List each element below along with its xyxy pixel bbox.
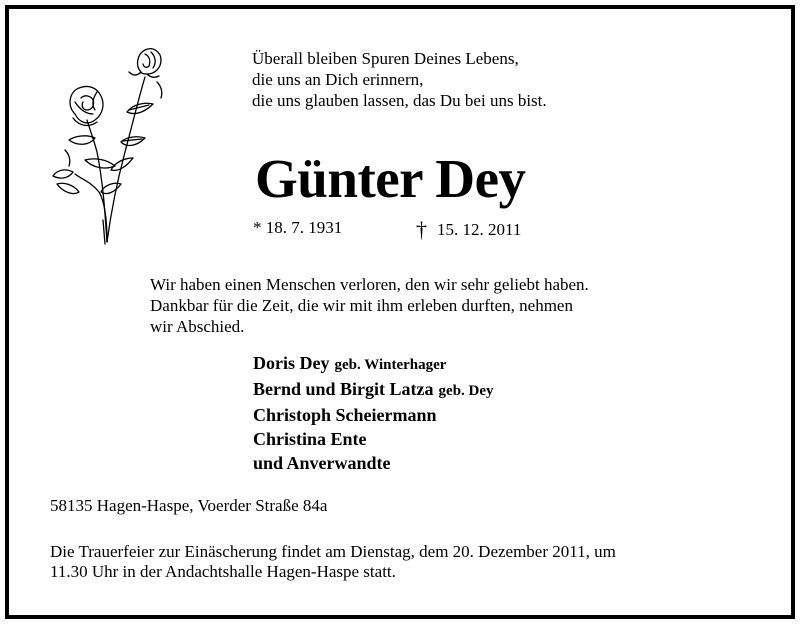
intro-line: Dankbar für die Zeit, die wir mit ihm erleben durften, nehmen	[150, 296, 573, 315]
mourners-list	[253, 351, 494, 475]
ceremony-line: Die Trauerfeier zur Einäscherung findet am Dienstag, dem 20. Dezember 2011, um	[50, 542, 616, 561]
mourner	[253, 427, 494, 451]
life-dates	[253, 214, 522, 242]
mourner-note: geb. Dey	[438, 383, 494, 399]
mourner-name: Christoph Scheiermann	[253, 405, 437, 425]
intro-line: wir Abschied.	[150, 317, 245, 336]
mourner	[253, 377, 494, 403]
death-date-group	[416, 214, 521, 244]
mourner-name: und Anverwandte	[253, 453, 391, 473]
birth-date: * 18. 7. 1931	[253, 218, 343, 237]
mourner-name: Christina Ente	[253, 429, 367, 449]
mourner-name: Doris Dey	[253, 353, 330, 373]
cross-icon: †	[416, 217, 427, 242]
poem-line: die uns an Dich erinnern,	[252, 70, 424, 89]
rose-icon	[45, 42, 165, 246]
ceremony-info	[50, 542, 616, 582]
poem-line: die uns glauben lassen, das Du bei uns bist.	[252, 91, 547, 110]
death-date: 15. 12. 2011	[437, 220, 522, 239]
intro-text	[150, 274, 589, 337]
poem	[252, 48, 547, 111]
mourner-note: geb. Winterhager	[334, 357, 447, 373]
deceased-name: Günter Dey	[255, 148, 526, 209]
poem-line: Überall bleiben Spuren Deines Lebens,	[252, 49, 519, 68]
ceremony-line: 11.30 Uhr in der Andachtshalle Hagen-Haspe statt.	[50, 562, 396, 581]
address: 58135 Hagen-Haspe, Voerder Straße 84a	[50, 496, 328, 515]
intro-line: Wir haben einen Menschen verloren, den wir sehr geliebt haben.	[150, 275, 589, 294]
mourner	[253, 451, 494, 475]
mourner-name: Bernd und Birgit Latza	[253, 379, 434, 399]
mourner	[253, 403, 494, 427]
mourner	[253, 351, 494, 377]
